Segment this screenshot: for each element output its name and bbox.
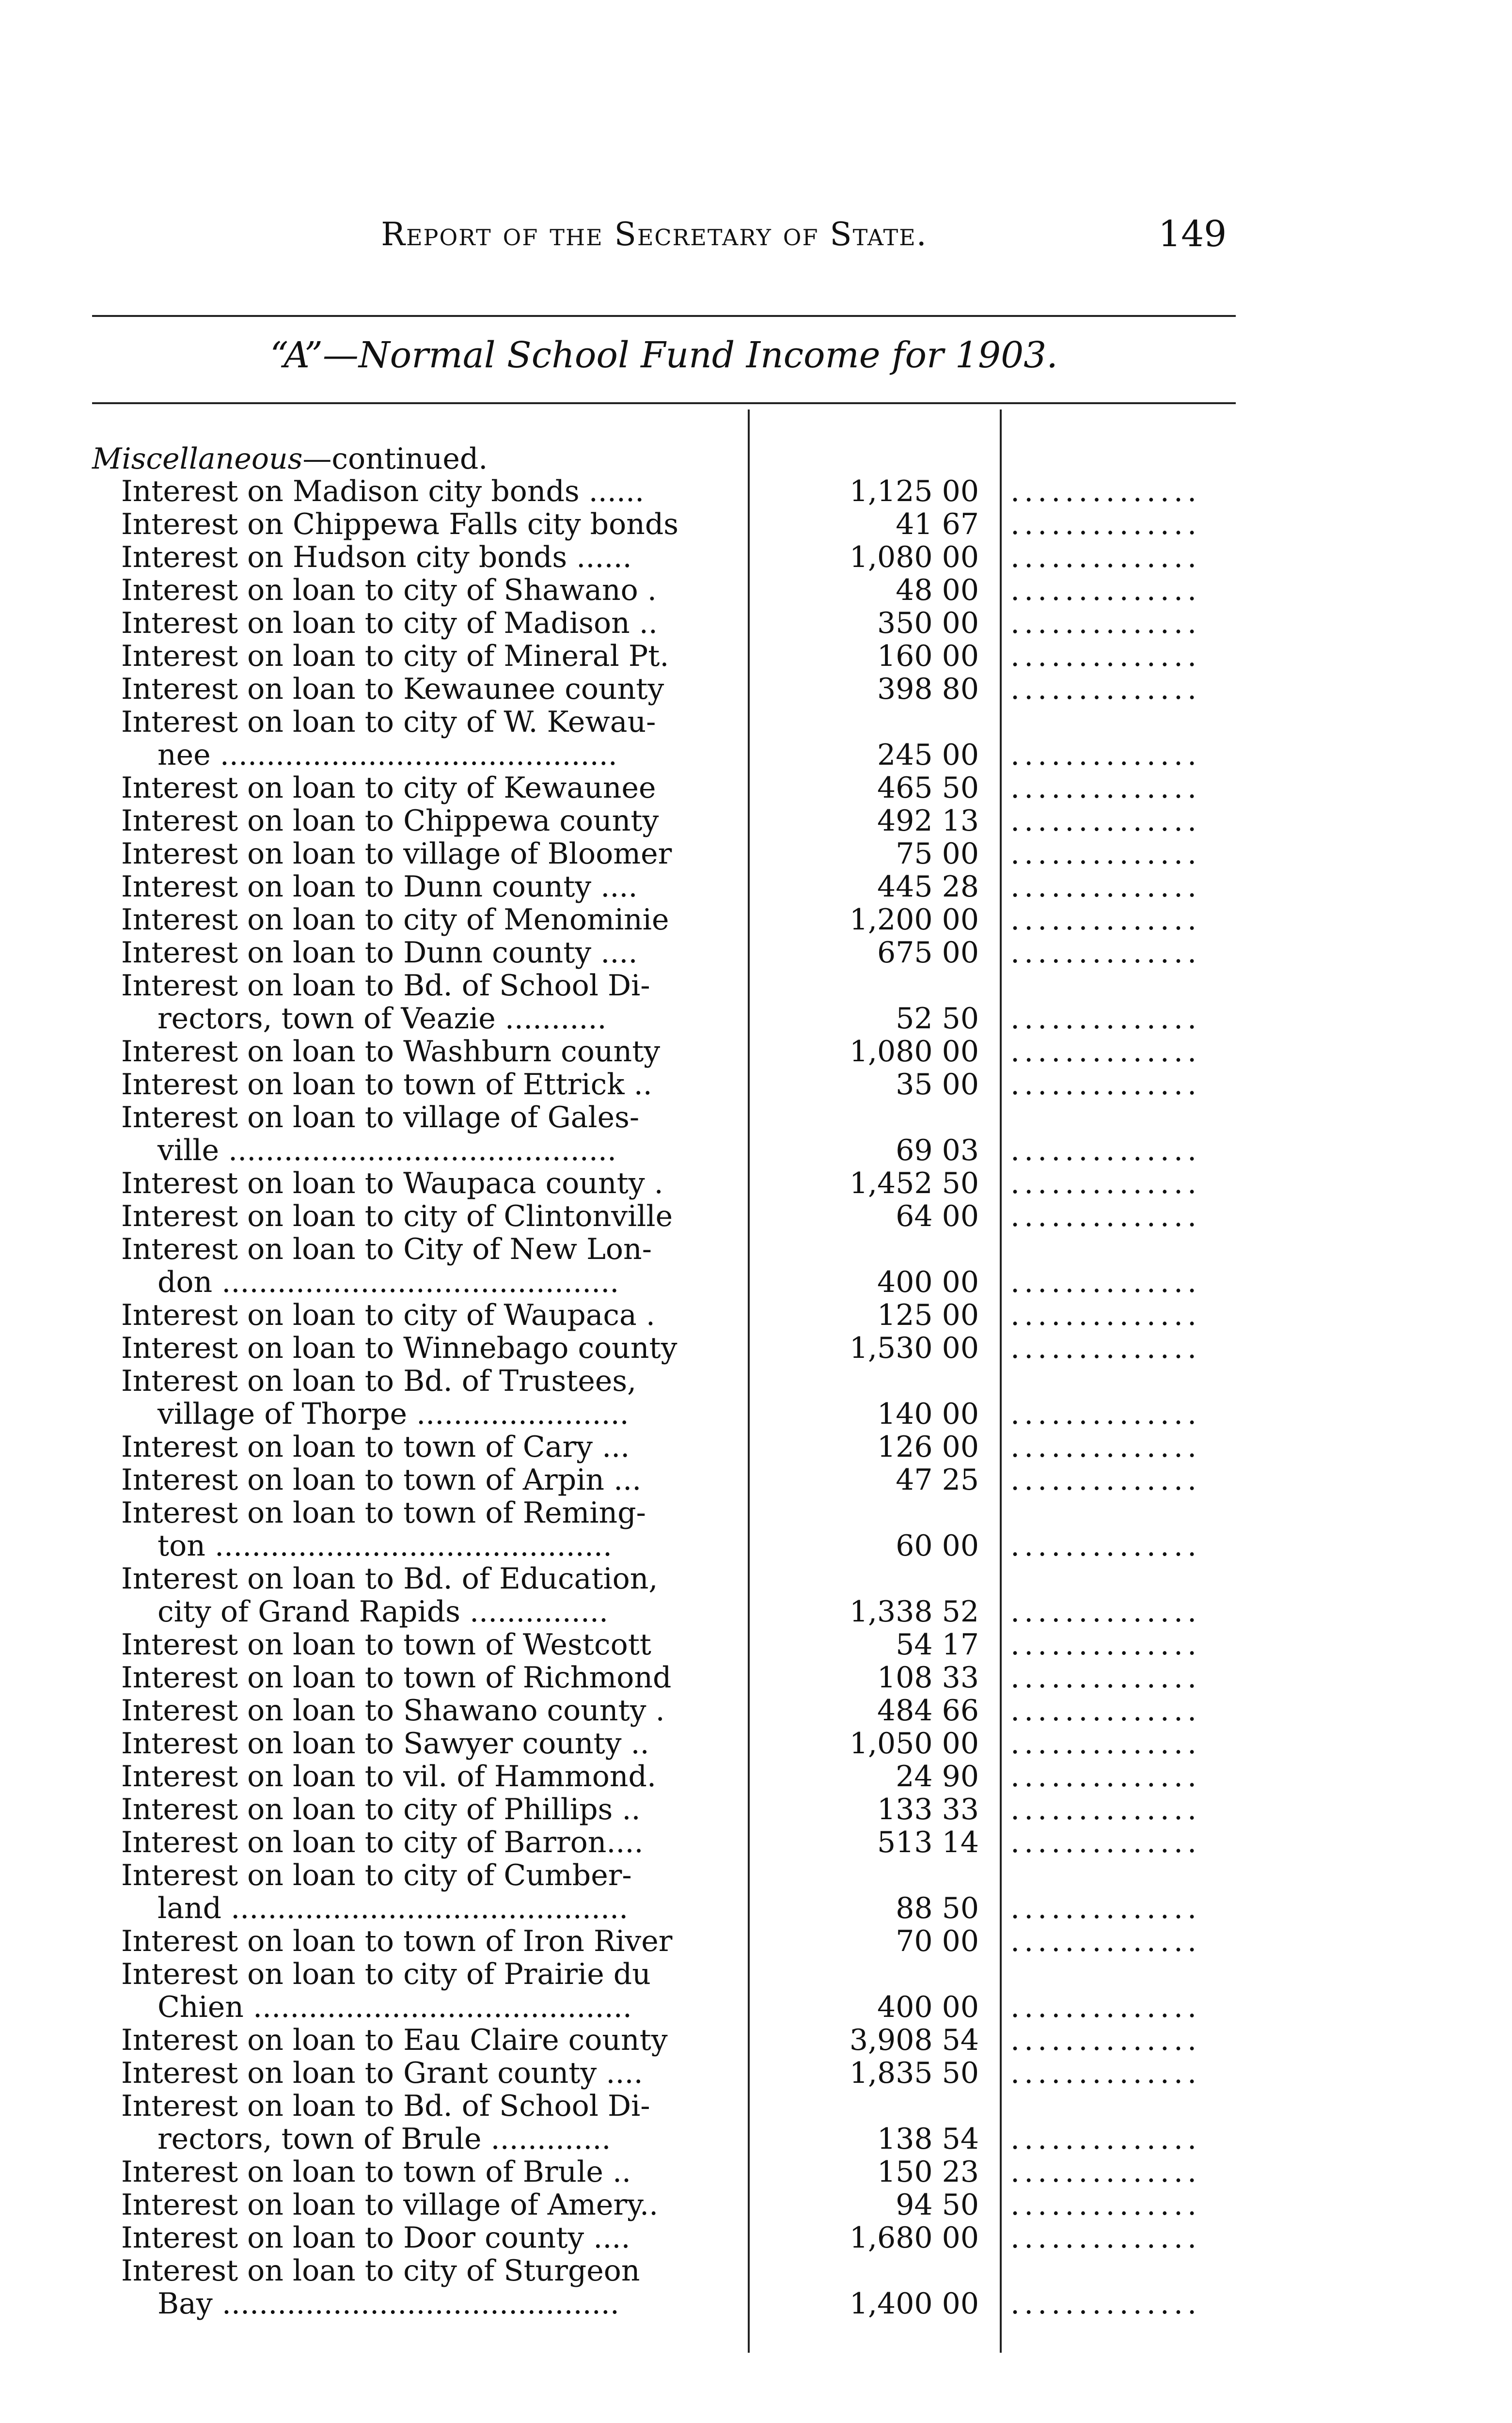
row-description	[121, 1826, 744, 1859]
row-amount: 675 00	[877, 936, 979, 970]
dot-leader: ..............	[1010, 1167, 1201, 1200]
table-row	[0, 1859, 1512, 1925]
table-row	[0, 706, 1512, 771]
description-line: Interest on Madison city bonds ......	[121, 475, 645, 508]
dot-leader: ..............	[1010, 1694, 1201, 1727]
table-title: “A”—Normal School Fund Income for 1903.	[270, 334, 1058, 376]
dot-leader: ..............	[1010, 739, 1201, 771]
dot-leader: ..............	[1010, 936, 1201, 969]
table-row	[0, 475, 1512, 508]
description-continuation: ville ..........................................	[158, 1133, 617, 1167]
row-description	[121, 475, 744, 508]
row-description	[121, 903, 744, 936]
row-description	[121, 706, 744, 771]
description-continuation: rectors, town of Brule .............	[158, 2122, 611, 2156]
description-continuation: rectors, town of Veazie ...........	[158, 1002, 607, 1035]
row-description	[121, 607, 744, 640]
dot-leader: ..............	[1010, 1793, 1201, 1826]
description-line: Interest on loan to city of Kewaunee	[121, 771, 656, 804]
description-line: Interest on loan to vil. of Hammond.	[121, 1760, 657, 1793]
row-description	[121, 1068, 744, 1101]
description-line: Interest on loan to city of W. Kewau-	[121, 706, 656, 739]
description-continuation: village of Thorpe .......................	[158, 1397, 629, 1431]
row-amount: 126 00	[877, 1430, 979, 1464]
row-amount: 1,400 00	[849, 2287, 979, 2321]
row-description	[121, 1727, 744, 1760]
table-row	[0, 1068, 1512, 1101]
table-row	[0, 1332, 1512, 1365]
page-number: 149	[1158, 213, 1227, 255]
row-amount: 75 00	[896, 837, 979, 871]
dot-leader: ..............	[1010, 2024, 1201, 2057]
dot-leader: ..............	[1010, 903, 1201, 936]
dot-leader: ..............	[1010, 574, 1201, 607]
row-description	[121, 1233, 744, 1299]
row-description	[121, 1167, 744, 1200]
dot-leader: ..............	[1010, 1035, 1201, 1068]
table-row	[0, 1167, 1512, 1200]
row-amount: 1,835 50	[849, 2056, 979, 2090]
description-line: Interest on loan to Grant county ....	[121, 2057, 643, 2090]
row-amount: 54 17	[896, 1628, 979, 1662]
row-amount: 1,050 00	[849, 1727, 979, 1761]
dot-leader: ..............	[1010, 1892, 1201, 1925]
row-description	[121, 1661, 744, 1694]
dot-leader: ..............	[1010, 1332, 1201, 1365]
table-row	[0, 2188, 1512, 2221]
table-row	[0, 508, 1512, 541]
description-line: Interest on loan to Dunn county ....	[121, 870, 638, 903]
description-line: Interest on loan to town of Westcott	[121, 1628, 651, 1661]
description-line: Interest on loan to Bd. of Trustees,	[121, 1365, 637, 1398]
title-rule	[92, 402, 1236, 404]
dot-leader: ..............	[1010, 541, 1201, 574]
row-amount: 1,530 00	[849, 1331, 979, 1365]
row-description	[121, 771, 744, 804]
row-amount: 24 90	[896, 1760, 979, 1794]
description-line: Interest on loan to town of Arpin ...	[121, 1463, 642, 1496]
table-row	[0, 1760, 1512, 1793]
table-row	[0, 1727, 1512, 1760]
dot-leader: ..............	[1010, 1068, 1201, 1101]
dot-leader: ..............	[1010, 640, 1201, 673]
description-continuation: city of Grand Rapids ...............	[158, 1595, 609, 1628]
header-rule	[92, 315, 1236, 317]
description-line: Interest on loan to town of Reming-	[121, 1496, 646, 1530]
description-line: Interest on loan to town of Richmond	[121, 1661, 672, 1694]
dot-leader: ..............	[1010, 1002, 1201, 1035]
table-row	[0, 969, 1512, 1035]
dot-leader: ..............	[1010, 2188, 1201, 2221]
dot-leader: ..............	[1010, 2221, 1201, 2254]
row-description	[121, 1793, 744, 1826]
row-description	[121, 2254, 744, 2320]
row-description	[121, 1332, 744, 1365]
table-row	[0, 1694, 1512, 1727]
description-line: Interest on loan to Bd. of School Di-	[121, 969, 650, 1003]
dot-leader: ..............	[1010, 1299, 1201, 1332]
dot-leader: ..............	[1010, 1266, 1201, 1299]
row-amount: 350 00	[877, 606, 979, 640]
row-description	[121, 1299, 744, 1332]
running-head: Report of the Secretary of State.	[381, 216, 928, 253]
row-description	[121, 1431, 744, 1463]
row-amount: 400 00	[877, 1265, 979, 1299]
row-amount: 140 00	[877, 1397, 979, 1431]
table-row	[0, 2024, 1512, 2057]
description-continuation: Chien .........................................	[158, 1990, 632, 2024]
description-line: Interest on loan to city of Phillips ..	[121, 1793, 641, 1826]
dot-leader: ..............	[1010, 1760, 1201, 1793]
row-amount: 41 67	[896, 507, 979, 541]
description-line: Interest on loan to Winnebago county	[121, 1332, 677, 1365]
description-line: Interest on loan to town of Brule ..	[121, 2156, 631, 2188]
table-row	[0, 1101, 1512, 1167]
row-description	[121, 1463, 744, 1496]
table-row	[0, 1365, 1512, 1431]
table-row	[0, 1233, 1512, 1299]
row-amount: 445 28	[877, 870, 979, 904]
table-row	[0, 640, 1512, 673]
table-row	[0, 1463, 1512, 1496]
row-description	[121, 969, 744, 1035]
description-line: Interest on loan to town of Ettrick ..	[121, 1068, 652, 1101]
table-row	[0, 541, 1512, 574]
description-line: Interest on loan to city of Madison ..	[121, 607, 658, 640]
description-line: Interest on loan to village of Gales-	[121, 1101, 640, 1134]
dot-leader: ..............	[1010, 1661, 1201, 1694]
row-amount: 1,080 00	[849, 1035, 979, 1069]
row-description	[121, 1035, 744, 1068]
row-amount: 88 50	[896, 1891, 979, 1925]
description-line: Interest on loan to Waupaca county .	[121, 1167, 663, 1200]
row-amount: 398 80	[877, 672, 979, 706]
description-line: Interest on loan to Shawano county .	[121, 1694, 665, 1727]
row-description	[121, 2156, 744, 2188]
dot-leader: ..............	[1010, 1628, 1201, 1661]
row-description	[121, 508, 744, 541]
dot-leader: ..............	[1010, 870, 1201, 903]
row-amount: 492 13	[877, 804, 979, 838]
row-amount: 1,080 00	[849, 540, 979, 574]
description-continuation: don ...........................................	[158, 1265, 619, 1299]
row-amount: 47 25	[896, 1463, 979, 1497]
description-continuation: ton ...........................................	[158, 1529, 613, 1562]
description-line: Interest on loan to Bd. of Education,	[121, 1562, 658, 1596]
table-row	[0, 1826, 1512, 1859]
row-amount: 60 00	[896, 1529, 979, 1563]
row-amount: 245 00	[877, 738, 979, 772]
row-amount: 133 33	[877, 1793, 979, 1826]
description-line: Interest on loan to Chippewa county	[121, 804, 659, 837]
table-row	[0, 2057, 1512, 2090]
dot-leader: ..............	[1010, 1727, 1201, 1760]
description-line: Interest on loan to Dunn county ....	[121, 936, 638, 969]
table-row	[0, 1299, 1512, 1332]
table-row	[0, 1925, 1512, 1958]
dot-leader: ..............	[1010, 1529, 1201, 1562]
table-row	[0, 673, 1512, 706]
dot-leader: ..............	[1010, 2123, 1201, 2156]
row-description	[121, 936, 744, 969]
row-amount: 1,338 52	[849, 1595, 979, 1629]
description-continuation: land ...........................................	[158, 1891, 629, 1925]
table-row	[0, 1562, 1512, 1628]
dot-leader: ..............	[1010, 1134, 1201, 1167]
row-amount: 484 66	[877, 1694, 979, 1728]
row-description	[121, 2057, 744, 2090]
row-description	[121, 804, 744, 837]
dot-leader: ..............	[1010, 1431, 1201, 1463]
row-amount: 465 50	[877, 771, 979, 805]
row-amount: 70 00	[896, 1924, 979, 1958]
description-line: Interest on loan to city of Prairie du	[121, 1958, 651, 1991]
table-row	[0, 574, 1512, 607]
dot-leader: ..............	[1010, 837, 1201, 870]
description-line: Interest on loan to Washburn county	[121, 1035, 661, 1068]
description-line: Interest on loan to village of Bloomer	[121, 837, 672, 870]
description-line: Interest on loan to Bd. of School Di-	[121, 2090, 650, 2123]
row-amount: 94 50	[896, 2188, 979, 2222]
table-row	[0, 1431, 1512, 1463]
dot-leader: ..............	[1010, 771, 1201, 804]
row-amount: 108 33	[877, 1661, 979, 1695]
table-row	[0, 1628, 1512, 1661]
description-continuation: Bay ...........................................	[158, 2287, 619, 2320]
row-amount: 400 00	[877, 1990, 979, 2024]
row-description	[121, 1496, 744, 1562]
description-line: Interest on loan to town of Cary ...	[121, 1431, 630, 1463]
table-row	[0, 870, 1512, 903]
table-row	[0, 936, 1512, 969]
dot-leader: ..............	[1010, 2156, 1201, 2188]
table-row	[0, 1661, 1512, 1694]
row-amount: 35 00	[896, 1068, 979, 1101]
dot-leader: ..............	[1010, 475, 1201, 508]
row-amount: 69 03	[896, 1133, 979, 1167]
row-amount: 52 50	[896, 1002, 979, 1036]
row-amount: 138 54	[877, 2122, 979, 2156]
dot-leader: ..............	[1010, 804, 1201, 837]
description-line: Interest on loan to Sawyer county ..	[121, 1727, 649, 1760]
description-line: Interest on loan to city of Menominie	[121, 903, 669, 936]
table-row	[0, 804, 1512, 837]
description-line: Interest on loan to City of New Lon-	[121, 1233, 652, 1266]
dot-leader: ..............	[1010, 2057, 1201, 2090]
row-description	[121, 837, 744, 870]
section-label: Miscellaneous	[92, 442, 303, 476]
dot-leader: ..............	[1010, 1463, 1201, 1496]
table-row	[0, 2090, 1512, 2156]
table-row	[0, 1035, 1512, 1068]
row-description	[121, 1760, 744, 1793]
row-amount: 1,200 00	[849, 903, 979, 937]
dot-leader: ..............	[1010, 673, 1201, 706]
row-description	[121, 2090, 744, 2156]
table-row	[0, 1958, 1512, 2024]
row-description	[121, 574, 744, 607]
row-description	[121, 673, 744, 706]
description-line: Interest on loan to city of Clintonville	[121, 1200, 673, 1233]
table-row	[0, 771, 1512, 804]
table-row	[0, 2254, 1512, 2320]
row-description	[121, 2221, 744, 2254]
description-line: Interest on Chippewa Falls city bonds	[121, 508, 679, 541]
row-amount: 48 00	[896, 573, 979, 607]
description-line: Interest on loan to city of Cumber-	[121, 1859, 632, 1892]
row-description	[121, 1200, 744, 1233]
row-amount: 125 00	[877, 1298, 979, 1332]
table-row	[0, 903, 1512, 936]
description-line: Interest on loan to Kewaunee county	[121, 673, 664, 706]
dot-leader: ..............	[1010, 1826, 1201, 1859]
row-description	[121, 1628, 744, 1661]
description-line: Interest on loan to Eau Claire county	[121, 2024, 668, 2057]
row-amount: 1,680 00	[849, 2221, 979, 2255]
description-line: Interest on Hudson city bonds ......	[121, 541, 632, 574]
description-continuation: nee ...........................................	[158, 738, 617, 771]
row-description	[121, 2024, 744, 2057]
table-row	[0, 2221, 1512, 2254]
row-description	[121, 541, 744, 574]
row-description	[121, 1925, 744, 1958]
row-amount: 3,908 54	[849, 2023, 979, 2057]
description-line: Interest on loan to city of Mineral Pt.	[121, 640, 669, 673]
row-description	[121, 2188, 744, 2221]
dot-leader: ..............	[1010, 1398, 1201, 1431]
row-description	[121, 1365, 744, 1431]
row-description	[121, 1694, 744, 1727]
section-label-continued: —continued.	[302, 442, 488, 476]
row-amount: 1,125 00	[849, 474, 979, 508]
description-line: Interest on loan to city of Barron....	[121, 1826, 644, 1859]
dot-leader: ..............	[1010, 2287, 1201, 2320]
section-heading	[92, 442, 488, 476]
row-description	[121, 1562, 744, 1628]
description-line: Interest on loan to city of Shawano .	[121, 574, 657, 607]
dot-leader: ..............	[1010, 508, 1201, 541]
table-row	[0, 1496, 1512, 1562]
table-row	[0, 1200, 1512, 1233]
row-description	[121, 1859, 744, 1925]
dot-leader: ..............	[1010, 1595, 1201, 1628]
row-amount: 64 00	[896, 1199, 979, 1233]
table-row	[0, 1793, 1512, 1826]
dot-leader: ..............	[1010, 1925, 1201, 1958]
dot-leader: ..............	[1010, 607, 1201, 640]
dot-leader: ..............	[1010, 1991, 1201, 2024]
description-line: Interest on loan to Door county ....	[121, 2221, 630, 2254]
table-row	[0, 607, 1512, 640]
row-description	[121, 1101, 744, 1167]
row-description	[121, 640, 744, 673]
description-line: Interest on loan to town of Iron River	[121, 1925, 673, 1958]
row-amount: 513 14	[877, 1825, 979, 1859]
description-line: Interest on loan to city of Sturgeon	[121, 2254, 640, 2288]
table-row	[0, 837, 1512, 870]
row-amount: 1,452 50	[849, 1166, 979, 1200]
description-line: Interest on loan to city of Waupaca .	[121, 1299, 655, 1332]
table-row	[0, 2156, 1512, 2188]
dot-leader: ..............	[1010, 1200, 1201, 1233]
row-amount: 150 23	[877, 2155, 979, 2189]
row-description	[121, 1958, 744, 2024]
row-amount: 160 00	[877, 639, 979, 673]
row-description	[121, 870, 744, 903]
description-line: Interest on loan to village of Amery..	[121, 2188, 659, 2221]
